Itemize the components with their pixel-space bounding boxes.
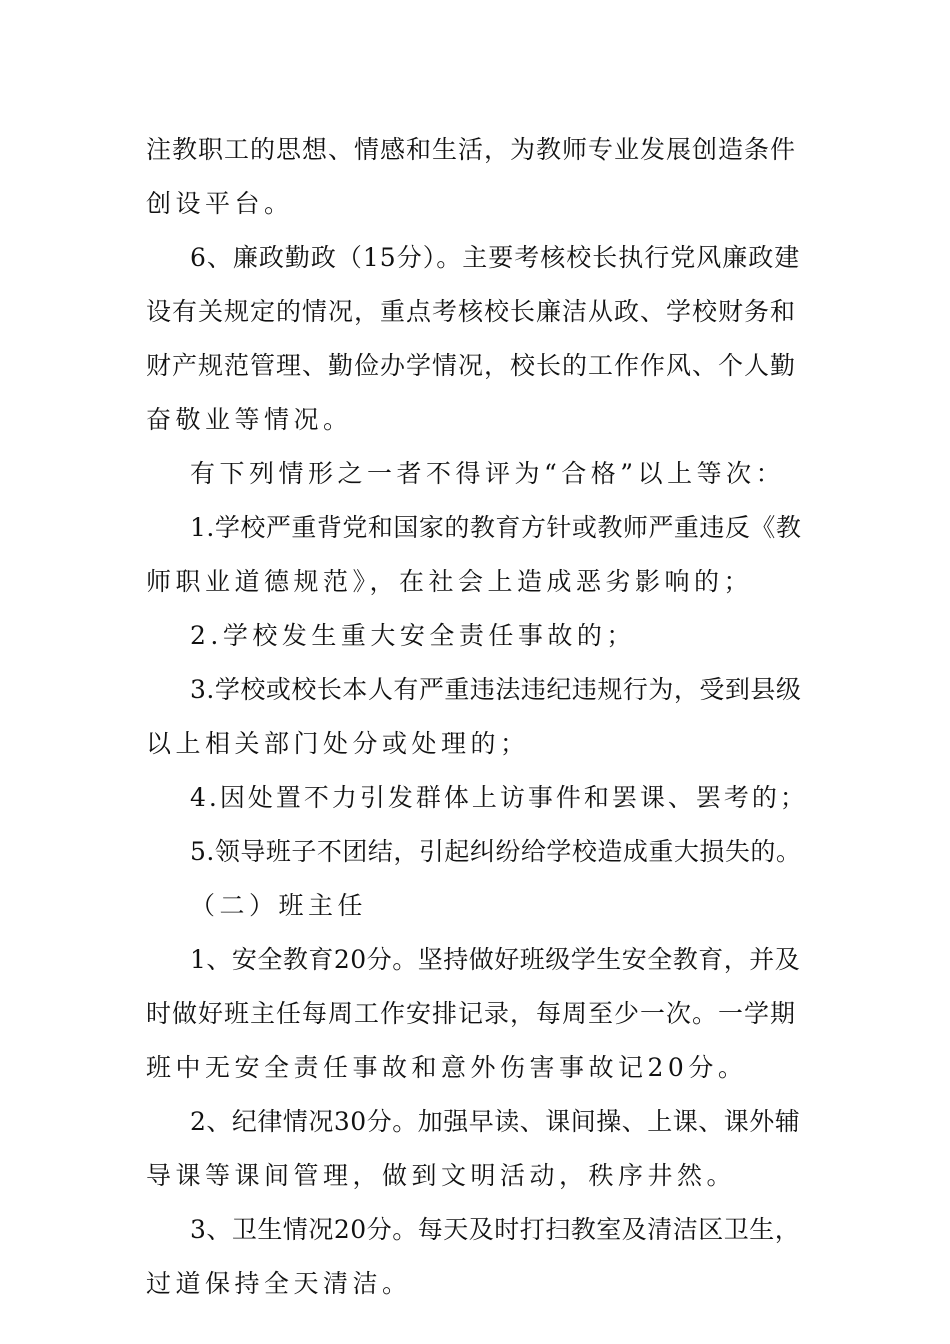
list-item: 4.因处置不力引发群体上访事件和罢课、罢考的； xyxy=(190,783,808,812)
text-line: 注教职工的思想、情感和生活，为教师专业发展创造条件 xyxy=(146,135,797,164)
list-item: 2.学校发生重大安全责任事故的； xyxy=(190,621,636,650)
list-item: 1.学校严重背党和国家的教育方针或教师严重违反《教 xyxy=(190,513,802,542)
text-line: 导课等课间管理，做到文明活动，秩序井然。 xyxy=(146,1161,737,1190)
text-line: 师职业道德规范》，在社会上造成恶劣影响的； xyxy=(146,567,754,596)
list-item: 2、纪律情况30分。加强早读、课间操、上课、课外辅 xyxy=(190,1107,801,1136)
text-line: 过道保持全天清洁。 xyxy=(146,1269,412,1298)
text-line: 财产规范管理、勤俭办学情况，校长的工作作风、个人勤 xyxy=(146,351,797,380)
list-item: 5.领导班子不团结，引起纠纷给学校造成重大损失的。 xyxy=(190,837,802,866)
list-item: 1、安全教育20分。坚持做好班级学生安全教育，并及 xyxy=(190,945,801,974)
text-line: 创设平台。 xyxy=(146,189,294,218)
text-line: 设有关规定的情况，重点考核校长廉洁从政、学校财务和 xyxy=(146,297,797,326)
text-line: 以上相关部门处分或处理的； xyxy=(146,729,530,758)
text-line: 班中无安全责任事故和意外伤害事故记20分。 xyxy=(146,1053,748,1082)
section-heading-class-teacher: （二）班主任 xyxy=(190,891,368,920)
text-line: 奋敬业等情况。 xyxy=(146,405,353,434)
text-line: 有下列情形之一者不得评为“合格”以上等次： xyxy=(190,459,786,488)
list-item: 3.学校或校长本人有严重违法违纪违规行为，受到县级 xyxy=(190,675,802,704)
text-line: 时做好班主任每周工作安排记录，每周至少一次。一学期 xyxy=(146,999,797,1028)
list-item: 3、卫生情况20分。每天及时打扫教室及清洁区卫生， xyxy=(190,1215,801,1244)
section-heading-integrity: 6、廉政勤政（15分）。主要考核校长执行党风廉政建 xyxy=(190,243,801,272)
